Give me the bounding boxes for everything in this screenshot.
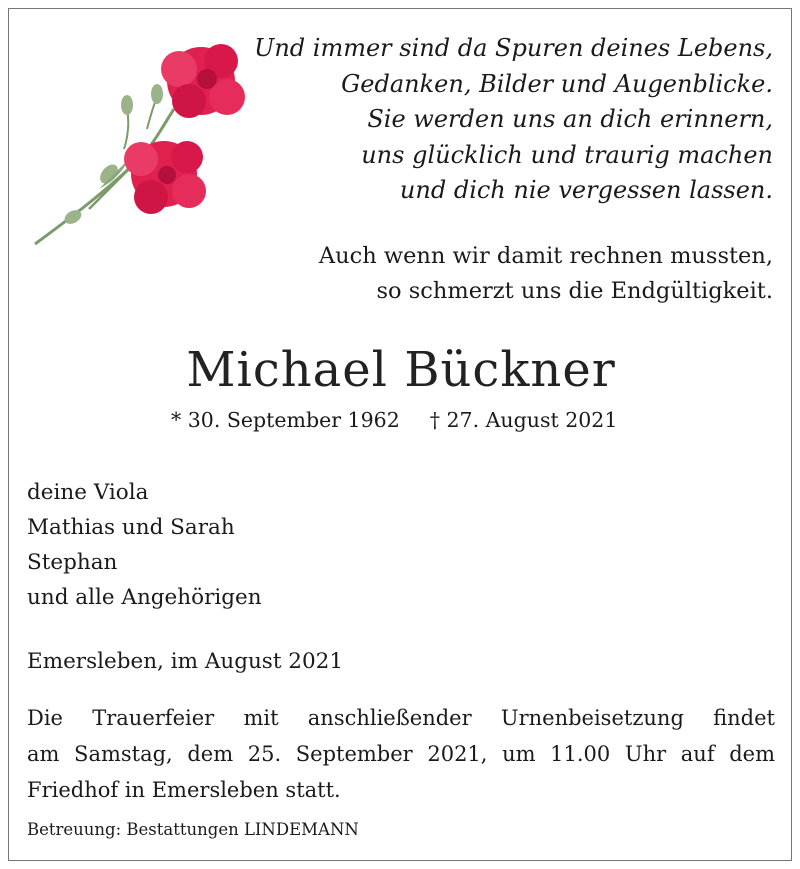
mourner: deine Viola (27, 480, 149, 505)
obituary-notice (8, 8, 792, 861)
funeral-line: am Samstag, dem 25. September 2021, um 11.00 Uhr auf dem (27, 742, 775, 766)
poem-line: Und immer sind da Spuren deines Lebens, (254, 34, 773, 62)
quote (319, 239, 773, 309)
place-date: Emersleben, im August 2021 (27, 649, 344, 674)
death-date: † 27. August 2021 (429, 408, 618, 432)
mourner: Mathias und Sarah (27, 515, 235, 540)
carnation-flower-icon (29, 39, 259, 254)
life-dates (171, 408, 617, 432)
funeral-info (27, 700, 775, 808)
quote-line: so schmerzt uns die Endgültigkeit. (376, 278, 773, 304)
quote-line: Auch wenn wir damit rechnen mussten, (318, 243, 773, 269)
mourner: Stephan (27, 550, 118, 575)
care-note: Betreuung: Bestattungen LINDEMANN (27, 820, 359, 839)
deceased-name: Michael Bückner (186, 342, 616, 398)
poem-line: uns glücklich und traurig machen (361, 140, 773, 169)
birth-date: * 30. September 1962 (171, 408, 400, 432)
funeral-line: Die Trauerfeier mit anschließender Urnenbeisetzung findet (27, 706, 775, 730)
poem (254, 31, 773, 209)
mourner: und alle Angehörigen (27, 585, 262, 610)
poem-line: Sie werden uns an dich erinnern, (367, 105, 773, 133)
mourners-list (27, 475, 262, 615)
poem-line: und dich nie vergessen lassen. (399, 176, 773, 204)
funeral-line: Friedhof in Emersleben statt. (27, 778, 341, 802)
poem-line: Gedanken, Bilder und Augenblicke. (341, 69, 773, 98)
